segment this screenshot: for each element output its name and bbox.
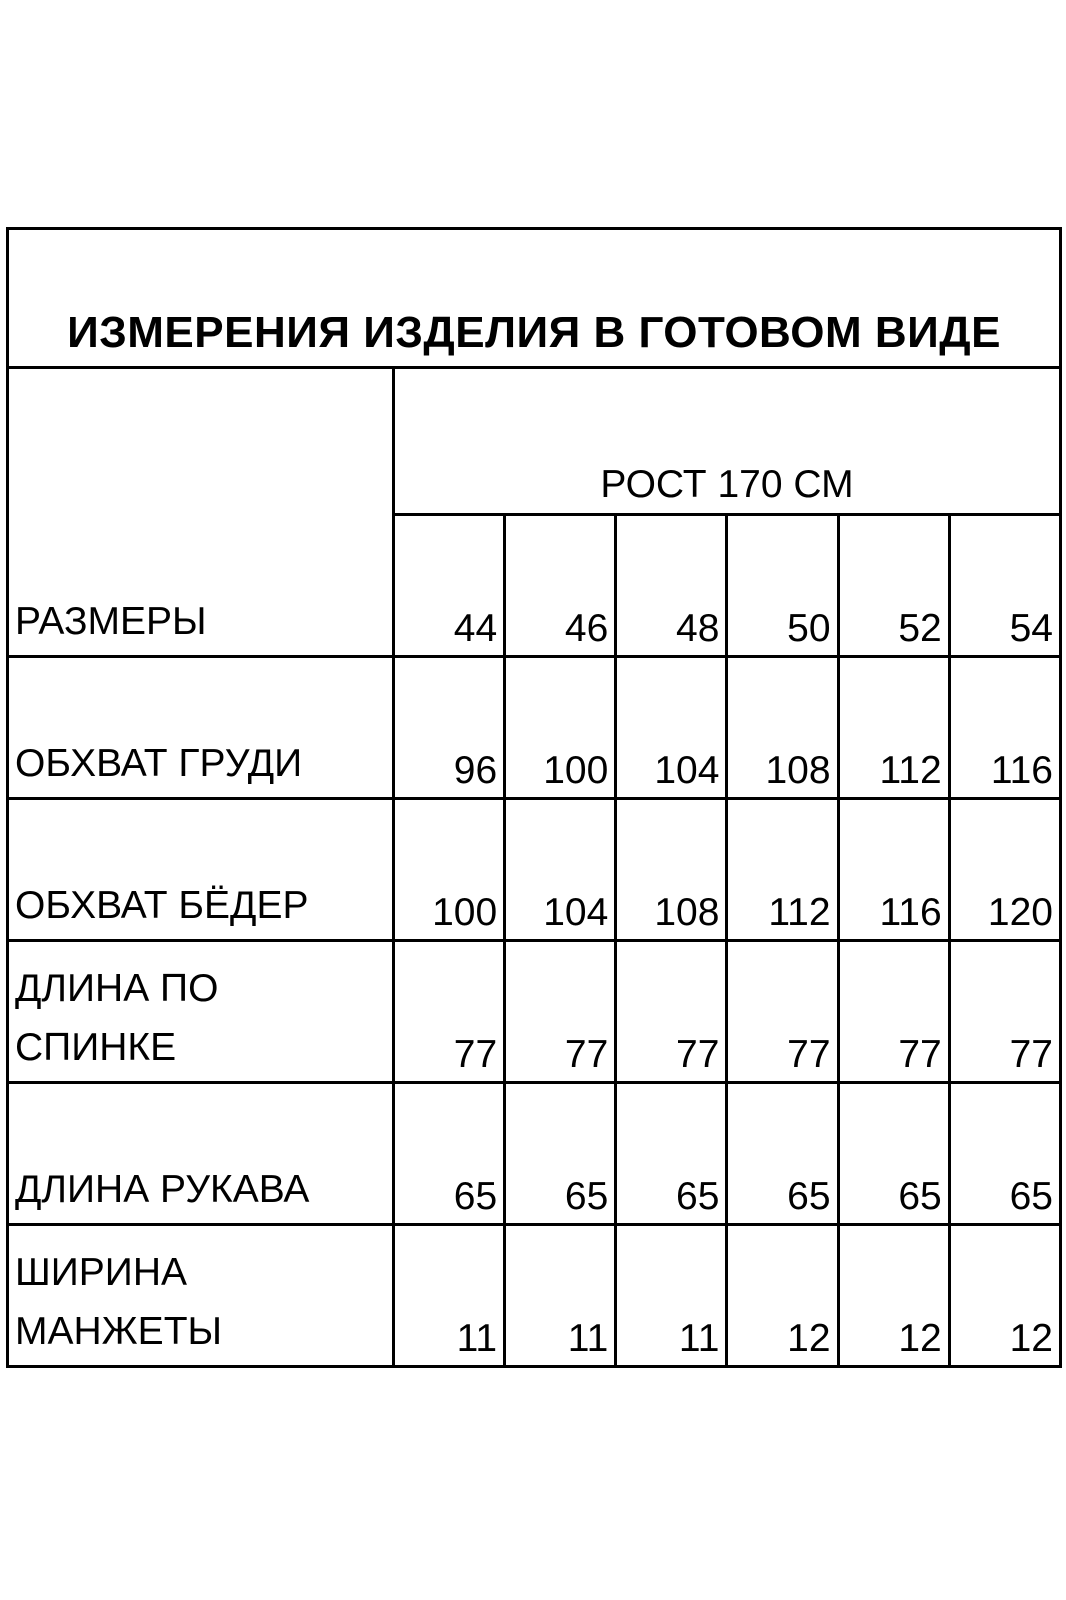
row-label-line: ДЛИНА ПО (15, 967, 219, 1010)
measurement-value: 11 (394, 1225, 505, 1367)
measurement-value: 12 (727, 1225, 838, 1367)
row-label-line: МАНЖЕТЫ (15, 1309, 223, 1353)
row-label (8, 941, 394, 1083)
measurement-value: 104 (505, 799, 616, 941)
measurement-value: 77 (838, 941, 949, 1083)
measurement-value: 65 (616, 1083, 727, 1225)
measurements-table (6, 227, 1062, 1368)
measurement-value: 65 (949, 1083, 1060, 1225)
size-value: 54 (949, 515, 1060, 657)
measurement-value: 77 (616, 941, 727, 1083)
measurement-value: 112 (838, 657, 949, 799)
size-value: 44 (394, 515, 505, 657)
measurement-value: 11 (505, 1225, 616, 1367)
title-row (8, 229, 1061, 368)
measurement-value: 112 (727, 799, 838, 941)
measurement-value: 12 (949, 1225, 1060, 1367)
row-label-line: ШИРИНА (15, 1251, 187, 1294)
measurement-value: 108 (727, 657, 838, 799)
table-row (8, 657, 1061, 799)
measurement-value: 77 (505, 941, 616, 1083)
size-value: 46 (505, 515, 616, 657)
measurement-value: 77 (394, 941, 505, 1083)
measurement-value: 116 (949, 657, 1060, 799)
measurement-value: 100 (394, 799, 505, 941)
measurement-value: 65 (838, 1083, 949, 1225)
measurement-value: 116 (838, 799, 949, 941)
measurement-value: 11 (616, 1225, 727, 1367)
measurement-value: 104 (616, 657, 727, 799)
title-cell (8, 229, 1061, 368)
row-label (8, 1083, 394, 1225)
row-label-line: ОБХВАТ ГРУДИ (15, 741, 303, 785)
height-row (8, 368, 1061, 515)
measurement-value: 77 (727, 941, 838, 1083)
measurement-value: 108 (616, 799, 727, 941)
table-row (8, 1083, 1061, 1225)
measurement-value: 120 (949, 799, 1060, 941)
size-value: 50 (727, 515, 838, 657)
measurement-value: 96 (394, 657, 505, 799)
table-row (8, 1225, 1061, 1367)
height-label: РОСТ 170 СМ (600, 463, 854, 506)
row-label (8, 799, 394, 941)
table-row (8, 941, 1061, 1083)
measurement-value: 65 (727, 1083, 838, 1225)
measurement-value: 77 (949, 941, 1060, 1083)
row-label (8, 1225, 394, 1367)
row-label (8, 657, 394, 799)
row-label-line: СПИНКЕ (15, 1025, 177, 1069)
height-header (394, 368, 1061, 515)
row-label-line: ОБХВАТ БЁДЕР (15, 883, 309, 927)
measurement-value: 65 (394, 1083, 505, 1225)
row-label-line: ДЛИНА РУКАВА (15, 1167, 310, 1211)
row-label-sizes (8, 368, 394, 657)
measurement-value: 65 (505, 1083, 616, 1225)
measurement-value: 100 (505, 657, 616, 799)
measurement-value: 12 (838, 1225, 949, 1367)
size-value: 52 (838, 515, 949, 657)
table-title: ИЗМЕРЕНИЯ ИЗДЕЛИЯ В ГОТОВОМ ВИДЕ (67, 308, 1001, 357)
table-row (8, 799, 1061, 941)
size-value: 48 (616, 515, 727, 657)
size-chart (6, 227, 1062, 1368)
row-label-text: РАЗМЕРЫ (15, 599, 207, 643)
